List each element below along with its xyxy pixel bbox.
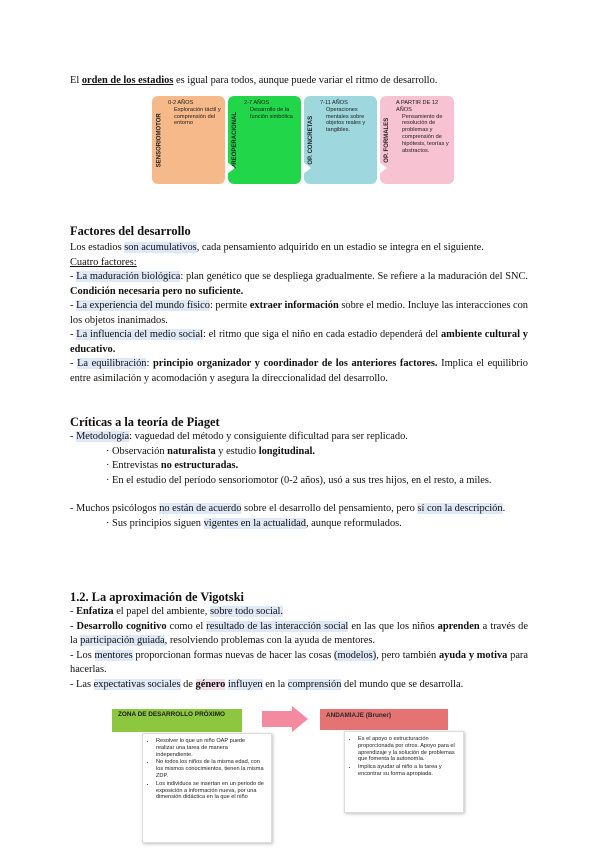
section-heading: 1.2. La aproximación de Vigotski bbox=[70, 590, 244, 604]
list-item: · Observación naturalista y estudio longitudinal. bbox=[106, 445, 315, 457]
intro-line: El orden de los estadios es igual para todos, aunque puede variar el ritmo de desarrollo. bbox=[70, 75, 438, 86]
stage-description: Exploración táctil y comprensión del entorno bbox=[174, 106, 221, 127]
list-item: - La influencia del medio social: el ritmo que siga el niño en cada estadio dependerá del ambiente cultural y educativo. bbox=[70, 329, 528, 355]
list-item: • Es el apoyo o estructuración proporcionada por otros. Apoyo para el aprendizaje y la solución de problemas que fomenta la autonomía. bbox=[358, 736, 457, 763]
list-item: - Enfatiza el papel del ambiente, sobre todo social. bbox=[70, 606, 283, 617]
zdp-diagram bbox=[112, 709, 264, 848]
list-item: - La experiencia del mundo físico: permite extraer información sobre el medio. Incluye las interacciones con los objetos inanimados. bbox=[70, 300, 529, 326]
arrow-right-icon bbox=[262, 706, 308, 732]
stage-age: 0-2 AÑOS bbox=[168, 100, 194, 106]
stages-diagram bbox=[152, 96, 454, 186]
list-item: - Las expectativas sociales de género influyen en la comprensión del mundo que se desarrolla. bbox=[70, 678, 464, 690]
list-item: · Sus principios siguen vigentes en la actualidad, aunque reformulados. bbox=[106, 517, 402, 529]
andamiaje-title: ANDAMIAJE (Bruner) bbox=[320, 709, 448, 730]
andamiaje-diagram bbox=[320, 709, 455, 814]
stage-label: SENSORIOMOTOR bbox=[156, 113, 163, 167]
paragraph: - Muchos psicólogos no están de acuerdo sobre el desarrollo del pensamiento, pero sí con la descripción. bbox=[70, 503, 506, 514]
list-item: - La equilibración: principio organizador y coordinador de los anteriores factores. Implica el equilibrio entre asimilación y acomodación y asegura la direccionalidad del desarrollo. bbox=[70, 358, 528, 384]
paragraph: - Metodología: vaguedad del método y consiguiente dificultad para ser replicado. bbox=[70, 431, 408, 442]
list-item: • Los individuos se insertan en un periodo de exposición a información nueva, por una dimensión didáctica en la que el niño bbox=[156, 781, 265, 801]
list-item: • Resolver lo que un niño OAP puede realizar una tarea de manera independiente. bbox=[156, 738, 265, 758]
stage-arrow-icon bbox=[303, 162, 311, 174]
list-item: - Los mentores proporcionan formas nuevas de hacer las cosas (modelos), pero también ayuda y motiva para hacerlas. bbox=[70, 649, 528, 675]
stage-description: Pensamiento de resolución de problemas y comprensión de hipótesis, teorías y abstractos. bbox=[402, 113, 449, 154]
factores-section bbox=[70, 224, 528, 386]
list-item: • Implica ayudar al niño a la tarea y encontrar su forma apropiada. bbox=[358, 764, 457, 778]
zdp-title: ZONA DE DESARROLLO PRÓXIMO bbox=[112, 709, 242, 732]
stage-label: OP. FORMALES bbox=[384, 117, 391, 163]
list-item: - Desarrollo cognitivo como el resultado de las interacción social en las que los niños aprenden a través de la participación guiada, resolviendo problemas con la ayuda de mentores. bbox=[70, 620, 528, 646]
criticas-section bbox=[70, 415, 528, 531]
stage-sensoriomotor bbox=[152, 96, 225, 184]
stage-label: PREOPERACIONAL bbox=[232, 111, 239, 169]
stage-age: 7-11 AÑOS bbox=[320, 100, 348, 106]
paragraph: Cuatro factores: bbox=[70, 256, 137, 268]
stage-arrow-icon bbox=[227, 162, 235, 174]
stage-op-formales bbox=[380, 96, 454, 184]
stage-op-concretas bbox=[304, 96, 377, 184]
andamiaje-content bbox=[344, 731, 464, 813]
list-item: • No todos los niños de la misma edad, con los mismos conocimientos, tienen la misma ZDP. bbox=[156, 759, 265, 779]
vigotski-section bbox=[70, 590, 528, 692]
list-item: · Entrevistas no estructuradas. bbox=[106, 460, 239, 471]
section-heading: Críticas a la teoría de Piaget bbox=[70, 415, 220, 429]
intro-emphasis: orden de los estadios bbox=[81, 75, 174, 86]
section-heading: Factores del desarrollo bbox=[70, 224, 191, 238]
list-item: - La maduración biológica: plan genético que se despliega gradualmente. Se refiere a la maduración del SNC. Condición necesaria pero no suficiente. bbox=[70, 271, 529, 297]
list-item: · En el estudio del período sensoriomotor (0-2 años), usó a sus tres hijos, en el resto, a miles. bbox=[106, 474, 492, 486]
stage-age: 2-7 AÑOS bbox=[244, 100, 270, 106]
stage-arrow-icon bbox=[379, 162, 387, 174]
stage-description: Desarrollo de la función simbólica bbox=[250, 106, 293, 120]
stage-label: OP. CONCRETAS bbox=[308, 115, 315, 165]
zdp-content bbox=[142, 733, 272, 843]
stage-preoperacional bbox=[228, 96, 301, 184]
stage-description: Operaciones mentales sobre objetos reales y tangibles. bbox=[326, 106, 366, 134]
stage-age: A PARTIR DE 12 AÑOS bbox=[396, 100, 439, 113]
paragraph: Los estadios son acumulativos, cada pensamiento adquirido en un estadio se integra en el siguiente. bbox=[70, 242, 484, 253]
